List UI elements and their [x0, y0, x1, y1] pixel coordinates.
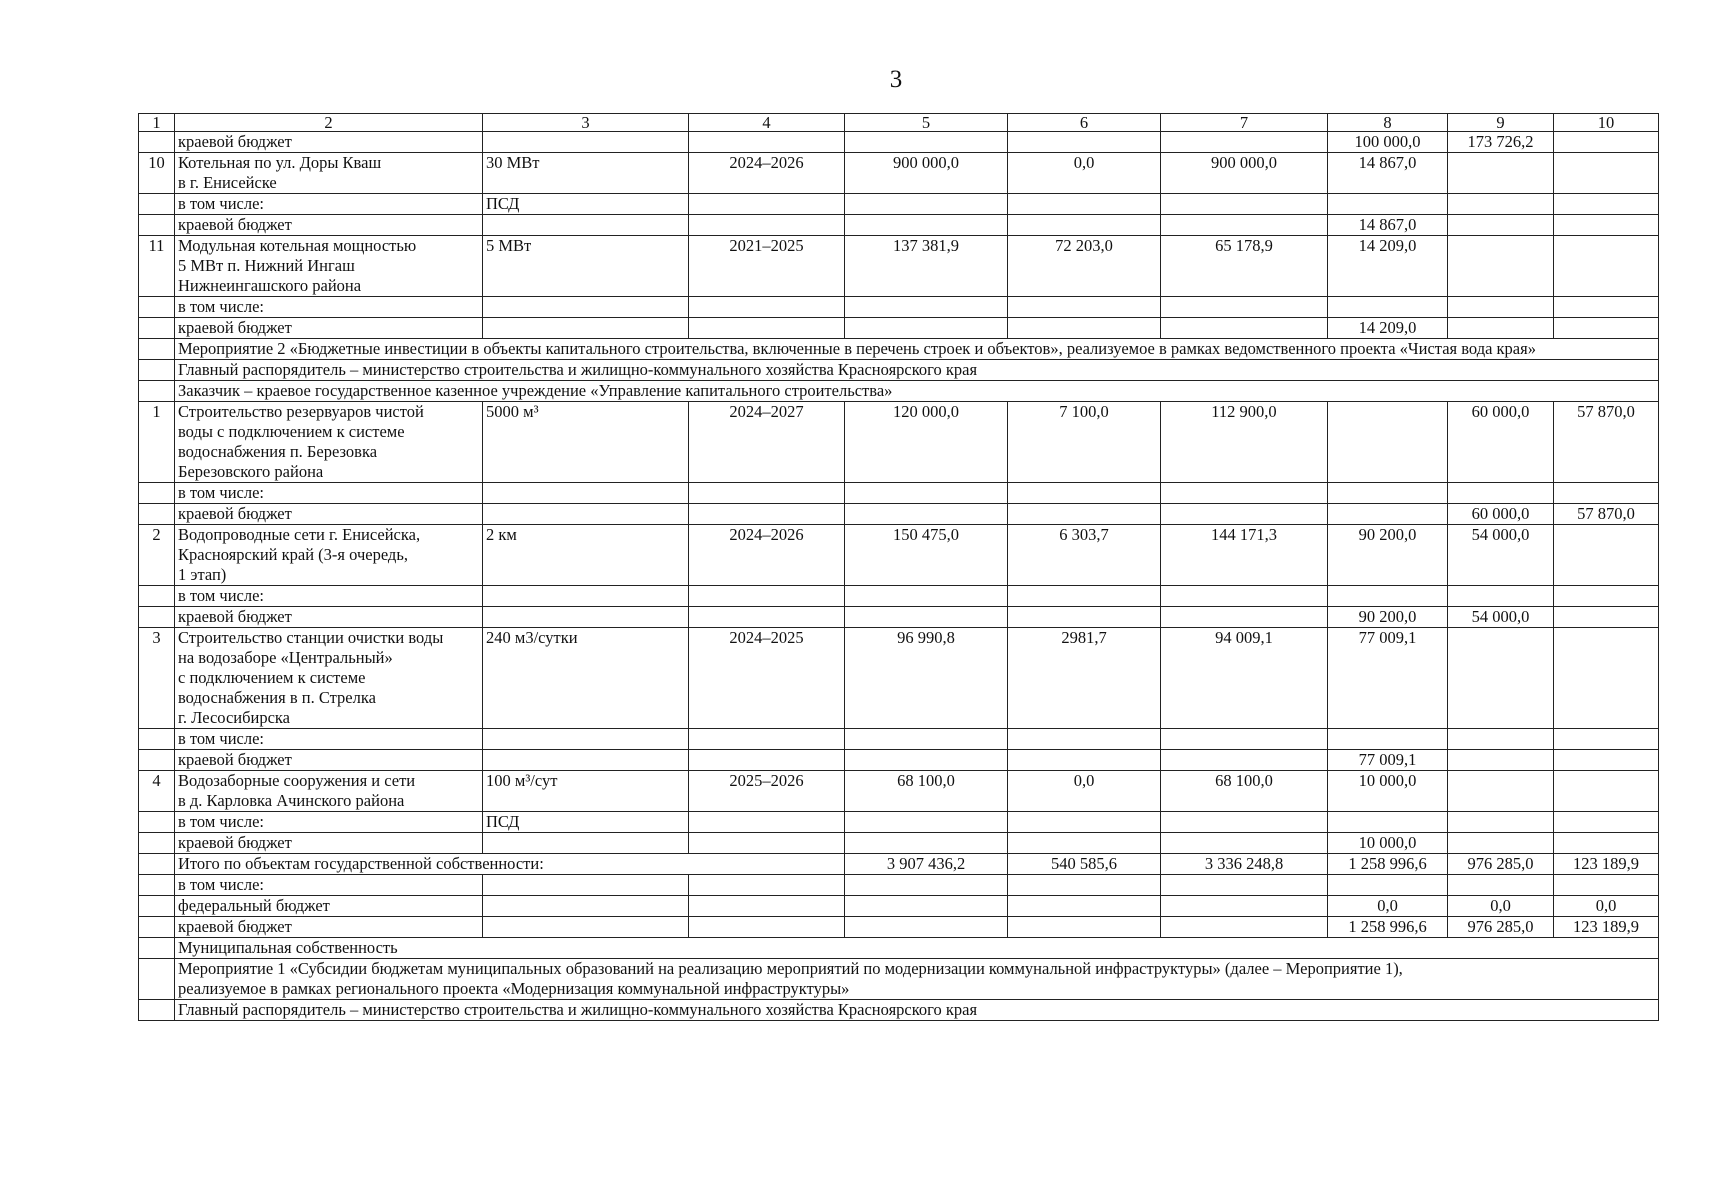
section-row	[139, 360, 1659, 381]
value-cell: 65 178,9	[1161, 236, 1328, 297]
value-cell: 144 171,3	[1161, 525, 1328, 586]
value-cell: 57 870,0	[1554, 504, 1659, 525]
budget-table	[138, 113, 1659, 1021]
table-row	[139, 132, 1659, 153]
value-cell: 54 000,0	[1448, 525, 1554, 586]
item-name-cell: в том числе:	[175, 483, 483, 504]
row-number-cell	[139, 917, 175, 938]
value-cell	[483, 875, 689, 896]
column-number: 4	[689, 114, 845, 132]
table-row	[139, 729, 1659, 750]
value-cell	[689, 607, 845, 628]
value-cell	[845, 297, 1008, 318]
value-cell	[845, 833, 1008, 854]
table-row	[139, 812, 1659, 833]
value-cell	[1008, 607, 1161, 628]
value-cell	[1161, 607, 1328, 628]
value-cell	[1161, 297, 1328, 318]
row-number-cell	[139, 833, 175, 854]
value-cell	[845, 607, 1008, 628]
value-cell: 2981,7	[1008, 628, 1161, 729]
value-cell	[483, 483, 689, 504]
column-number: 9	[1448, 114, 1554, 132]
value-cell	[1554, 215, 1659, 236]
value-cell	[1161, 896, 1328, 917]
value-cell: 77 009,1	[1328, 628, 1448, 729]
value-cell	[1161, 812, 1328, 833]
value-cell	[1161, 586, 1328, 607]
value-cell	[1448, 297, 1554, 318]
row-number-cell	[139, 318, 175, 339]
table-row	[139, 525, 1659, 586]
value-cell	[1161, 318, 1328, 339]
value-cell: 77 009,1	[1328, 750, 1448, 771]
item-name-cell: краевой бюджет	[175, 917, 483, 938]
row-number-cell	[139, 132, 175, 153]
column-number: 2	[175, 114, 483, 132]
value-cell: 173 726,2	[1448, 132, 1554, 153]
value-cell	[1328, 194, 1448, 215]
value-cell	[1448, 483, 1554, 504]
item-name-cell: краевой бюджет	[175, 132, 483, 153]
item-name-cell: Строительство резервуаров чистой воды с подключением к системе водоснабжения п. Березовка Березовского района	[175, 402, 483, 483]
value-cell	[845, 504, 1008, 525]
value-cell	[483, 297, 689, 318]
total-value-cell: 540 585,6	[1008, 854, 1161, 875]
value-cell: 120 000,0	[845, 402, 1008, 483]
value-cell	[1448, 729, 1554, 750]
table-row	[139, 896, 1659, 917]
item-name-cell: краевой бюджет	[175, 750, 483, 771]
row-number-cell	[139, 938, 175, 959]
value-cell	[483, 504, 689, 525]
value-cell	[1328, 504, 1448, 525]
value-cell	[689, 896, 845, 917]
value-cell	[1554, 236, 1659, 297]
value-cell	[1554, 628, 1659, 729]
value-cell: 240 м3/сутки	[483, 628, 689, 729]
value-cell: 0,0	[1448, 896, 1554, 917]
table-row	[139, 297, 1659, 318]
value-cell	[1328, 586, 1448, 607]
table-row	[139, 153, 1659, 194]
value-cell	[1008, 875, 1161, 896]
value-cell	[689, 132, 845, 153]
value-cell: 2024–2025	[689, 628, 845, 729]
table-row	[139, 402, 1659, 483]
value-cell	[1328, 875, 1448, 896]
value-cell	[483, 132, 689, 153]
item-name-cell: в том числе:	[175, 875, 483, 896]
value-cell: 150 475,0	[845, 525, 1008, 586]
row-number-cell: 4	[139, 771, 175, 812]
value-cell: 57 870,0	[1554, 402, 1659, 483]
value-cell	[1448, 236, 1554, 297]
value-cell: 2024–2026	[689, 525, 845, 586]
value-cell	[689, 483, 845, 504]
value-cell	[1448, 153, 1554, 194]
section-row	[139, 339, 1659, 360]
table-row	[139, 318, 1659, 339]
item-name-cell: Водозаборные сооружения и сети в д. Карловка Ачинского района	[175, 771, 483, 812]
value-cell: 5 МВт	[483, 236, 689, 297]
value-cell	[1554, 132, 1659, 153]
value-cell: 60 000,0	[1448, 504, 1554, 525]
total-value-cell: 3 336 248,8	[1161, 854, 1328, 875]
table-row	[139, 750, 1659, 771]
value-cell	[483, 917, 689, 938]
value-cell	[1448, 750, 1554, 771]
value-cell: ПСД	[483, 812, 689, 833]
value-cell	[1554, 812, 1659, 833]
item-name-cell: краевой бюджет	[175, 215, 483, 236]
value-cell: 7 100,0	[1008, 402, 1161, 483]
section-title-cell: Мероприятие 2 «Бюджетные инвестиции в объекты капитального строительства, включенные в перечень строек и объектов», реализуемое в рамках ведомственного проекта «Чистая вода края»	[175, 339, 1659, 360]
item-name-cell: в том числе:	[175, 297, 483, 318]
value-cell	[845, 483, 1008, 504]
row-number-cell	[139, 194, 175, 215]
value-cell	[689, 504, 845, 525]
value-cell: 1 258 996,6	[1328, 917, 1448, 938]
value-cell	[1161, 875, 1328, 896]
value-cell: 900 000,0	[1161, 153, 1328, 194]
value-cell: 90 200,0	[1328, 525, 1448, 586]
value-cell	[689, 729, 845, 750]
row-number-cell: 1	[139, 402, 175, 483]
value-cell: 14 867,0	[1328, 153, 1448, 194]
row-number-cell: 11	[139, 236, 175, 297]
item-name-cell: в том числе:	[175, 812, 483, 833]
value-cell	[1554, 194, 1659, 215]
value-cell	[1448, 318, 1554, 339]
row-number-cell: 2	[139, 525, 175, 586]
row-number-cell	[139, 854, 175, 875]
row-number-cell: 10	[139, 153, 175, 194]
item-name-cell: в том числе:	[175, 586, 483, 607]
row-number-cell	[139, 586, 175, 607]
value-cell: 10 000,0	[1328, 833, 1448, 854]
value-cell: 0,0	[1008, 153, 1161, 194]
row-number-cell	[139, 607, 175, 628]
value-cell	[1554, 771, 1659, 812]
total-value-cell: 1 258 996,6	[1328, 854, 1448, 875]
value-cell	[1008, 297, 1161, 318]
section-title-cell: Муниципальная собственность	[175, 938, 1659, 959]
value-cell: 14 209,0	[1328, 236, 1448, 297]
value-cell	[1554, 586, 1659, 607]
row-number-cell	[139, 729, 175, 750]
value-cell	[845, 318, 1008, 339]
item-name-cell: в том числе:	[175, 729, 483, 750]
value-cell	[1008, 586, 1161, 607]
row-number-cell	[139, 381, 175, 402]
header-row	[139, 114, 1659, 132]
value-cell	[1554, 750, 1659, 771]
item-name-cell: краевой бюджет	[175, 318, 483, 339]
value-cell	[1161, 917, 1328, 938]
value-cell: 14 209,0	[1328, 318, 1448, 339]
value-cell	[1008, 729, 1161, 750]
item-name-cell: Котельная по ул. Доры Кваш в г. Енисейске	[175, 153, 483, 194]
value-cell: 0,0	[1554, 896, 1659, 917]
value-cell: 60 000,0	[1448, 402, 1554, 483]
table-row	[139, 194, 1659, 215]
value-cell	[483, 750, 689, 771]
value-cell	[1008, 896, 1161, 917]
value-cell: 54 000,0	[1448, 607, 1554, 628]
table-row	[139, 236, 1659, 297]
value-cell	[1161, 504, 1328, 525]
value-cell	[483, 833, 689, 854]
column-number: 5	[845, 114, 1008, 132]
value-cell: 96 990,8	[845, 628, 1008, 729]
value-cell: 30 МВт	[483, 153, 689, 194]
column-number: 7	[1161, 114, 1328, 132]
value-cell	[1008, 215, 1161, 236]
item-name-cell: федеральный бюджет	[175, 896, 483, 917]
value-cell	[1554, 318, 1659, 339]
value-cell: 100 000,0	[1328, 132, 1448, 153]
item-name-cell: Модульная котельная мощностью 5 МВт п. Нижний Ингаш Нижнеингашского района	[175, 236, 483, 297]
value-cell	[483, 215, 689, 236]
value-cell	[1161, 132, 1328, 153]
column-number: 1	[139, 114, 175, 132]
section-title-cell: Главный распорядитель – министерство строительства и жилищно-коммунального хозяйства Красноярского края	[175, 360, 1659, 381]
value-cell	[1161, 833, 1328, 854]
value-cell	[845, 586, 1008, 607]
value-cell: 90 200,0	[1328, 607, 1448, 628]
value-cell	[1161, 483, 1328, 504]
value-cell: 100 м³/сут	[483, 771, 689, 812]
table-row	[139, 504, 1659, 525]
value-cell	[1554, 833, 1659, 854]
value-cell	[1008, 132, 1161, 153]
row-number-cell	[139, 812, 175, 833]
value-cell: 2024–2027	[689, 402, 845, 483]
value-cell: 112 900,0	[1161, 402, 1328, 483]
value-cell	[1448, 215, 1554, 236]
value-cell	[1161, 215, 1328, 236]
total-label-cell: Итого по объектам государственной собственности:	[175, 854, 845, 875]
row-number-cell	[139, 297, 175, 318]
item-name-cell: в том числе:	[175, 194, 483, 215]
value-cell	[1328, 297, 1448, 318]
value-cell: 137 381,9	[845, 236, 1008, 297]
table-row	[139, 917, 1659, 938]
total-row	[139, 854, 1659, 875]
value-cell: 0,0	[1328, 896, 1448, 917]
row-number-cell	[139, 360, 175, 381]
value-cell	[483, 318, 689, 339]
table-row	[139, 215, 1659, 236]
value-cell	[1448, 586, 1554, 607]
section-row	[139, 959, 1659, 1000]
row-number-cell	[139, 339, 175, 360]
value-cell	[1554, 297, 1659, 318]
value-cell	[689, 194, 845, 215]
value-cell	[689, 215, 845, 236]
value-cell	[1448, 194, 1554, 215]
value-cell: 6 303,7	[1008, 525, 1161, 586]
section-row	[139, 938, 1659, 959]
value-cell	[845, 750, 1008, 771]
value-cell	[1448, 812, 1554, 833]
value-cell: 2021–2025	[689, 236, 845, 297]
value-cell	[689, 875, 845, 896]
value-cell	[1554, 525, 1659, 586]
value-cell	[1554, 607, 1659, 628]
value-cell: 94 009,1	[1161, 628, 1328, 729]
section-title-cell: Мероприятие 1 «Субсидии бюджетам муниципальных образований на реализацию мероприятий по модернизации коммунальной инфраструктуры» (далее – Мероприятие 1), реализуемое в рамках регионального проекта «Модернизация коммунальной инфраструктуры»	[175, 959, 1659, 1000]
row-number-cell	[139, 504, 175, 525]
column-number: 6	[1008, 114, 1161, 132]
table-row	[139, 833, 1659, 854]
value-cell	[1448, 875, 1554, 896]
value-cell: 10 000,0	[1328, 771, 1448, 812]
column-number: 8	[1328, 114, 1448, 132]
total-value-cell: 3 907 436,2	[845, 854, 1008, 875]
value-cell	[1008, 318, 1161, 339]
value-cell: 2024–2026	[689, 153, 845, 194]
value-cell	[483, 729, 689, 750]
value-cell	[1161, 194, 1328, 215]
value-cell	[1008, 833, 1161, 854]
value-cell: 900 000,0	[845, 153, 1008, 194]
total-value-cell: 976 285,0	[1448, 854, 1554, 875]
value-cell	[845, 812, 1008, 833]
value-cell	[1448, 833, 1554, 854]
table-row	[139, 875, 1659, 896]
value-cell	[1554, 483, 1659, 504]
value-cell	[1008, 812, 1161, 833]
value-cell	[1008, 504, 1161, 525]
table-row	[139, 586, 1659, 607]
value-cell: 5000 м³	[483, 402, 689, 483]
value-cell: 14 867,0	[1328, 215, 1448, 236]
value-cell: 0,0	[1008, 771, 1161, 812]
value-cell	[1554, 875, 1659, 896]
column-number: 10	[1554, 114, 1659, 132]
item-name-cell: Водопроводные сети г. Енисейска, Красноярский край (3-я очередь, 1 этап)	[175, 525, 483, 586]
value-cell	[845, 132, 1008, 153]
value-cell	[1554, 153, 1659, 194]
value-cell: 2025–2026	[689, 771, 845, 812]
total-value-cell: 123 189,9	[1554, 854, 1659, 875]
value-cell	[689, 318, 845, 339]
row-number-cell	[139, 896, 175, 917]
row-number-cell: 3	[139, 628, 175, 729]
value-cell	[1161, 750, 1328, 771]
row-number-cell	[139, 875, 175, 896]
value-cell: 68 100,0	[1161, 771, 1328, 812]
value-cell	[483, 586, 689, 607]
item-name-cell: краевой бюджет	[175, 607, 483, 628]
item-name-cell: Строительство станции очистки воды на водозаборе «Центральный» с подключением к системе водоснабжения в п. Стрелка г. Лесосибирска	[175, 628, 483, 729]
value-cell	[483, 896, 689, 917]
section-row	[139, 381, 1659, 402]
column-number: 3	[483, 114, 689, 132]
value-cell	[1554, 729, 1659, 750]
value-cell: 2 км	[483, 525, 689, 586]
value-cell	[689, 586, 845, 607]
value-cell	[1328, 729, 1448, 750]
value-cell	[1008, 483, 1161, 504]
value-cell	[845, 917, 1008, 938]
value-cell	[483, 607, 689, 628]
value-cell	[1008, 750, 1161, 771]
value-cell	[845, 875, 1008, 896]
row-number-cell	[139, 959, 175, 1000]
table-row	[139, 771, 1659, 812]
value-cell	[689, 297, 845, 318]
row-number-cell	[139, 1000, 175, 1021]
value-cell: 976 285,0	[1448, 917, 1554, 938]
value-cell	[1328, 812, 1448, 833]
value-cell	[845, 729, 1008, 750]
section-title-cell: Заказчик – краевое государственное казенное учреждение «Управление капитального строительства»	[175, 381, 1659, 402]
value-cell	[1008, 194, 1161, 215]
value-cell	[1328, 483, 1448, 504]
value-cell	[1008, 917, 1161, 938]
value-cell	[689, 750, 845, 771]
value-cell	[1448, 771, 1554, 812]
row-number-cell	[139, 215, 175, 236]
item-name-cell: краевой бюджет	[175, 833, 483, 854]
page-number: 3	[889, 66, 903, 93]
item-name-cell: краевой бюджет	[175, 504, 483, 525]
value-cell	[689, 833, 845, 854]
section-row	[139, 1000, 1659, 1021]
value-cell	[689, 917, 845, 938]
value-cell	[1448, 628, 1554, 729]
value-cell	[845, 194, 1008, 215]
value-cell: 68 100,0	[845, 771, 1008, 812]
value-cell	[1161, 729, 1328, 750]
value-cell	[1328, 402, 1448, 483]
row-number-cell	[139, 750, 175, 771]
value-cell: 72 203,0	[1008, 236, 1161, 297]
row-number-cell	[139, 483, 175, 504]
table-row	[139, 607, 1659, 628]
value-cell	[689, 812, 845, 833]
value-cell	[845, 896, 1008, 917]
value-cell: 123 189,9	[1554, 917, 1659, 938]
section-title-cell: Главный распорядитель – министерство строительства и жилищно-коммунального хозяйства Красноярского края	[175, 1000, 1659, 1021]
table-row	[139, 483, 1659, 504]
value-cell	[845, 215, 1008, 236]
table-row	[139, 628, 1659, 729]
value-cell: ПСД	[483, 194, 689, 215]
